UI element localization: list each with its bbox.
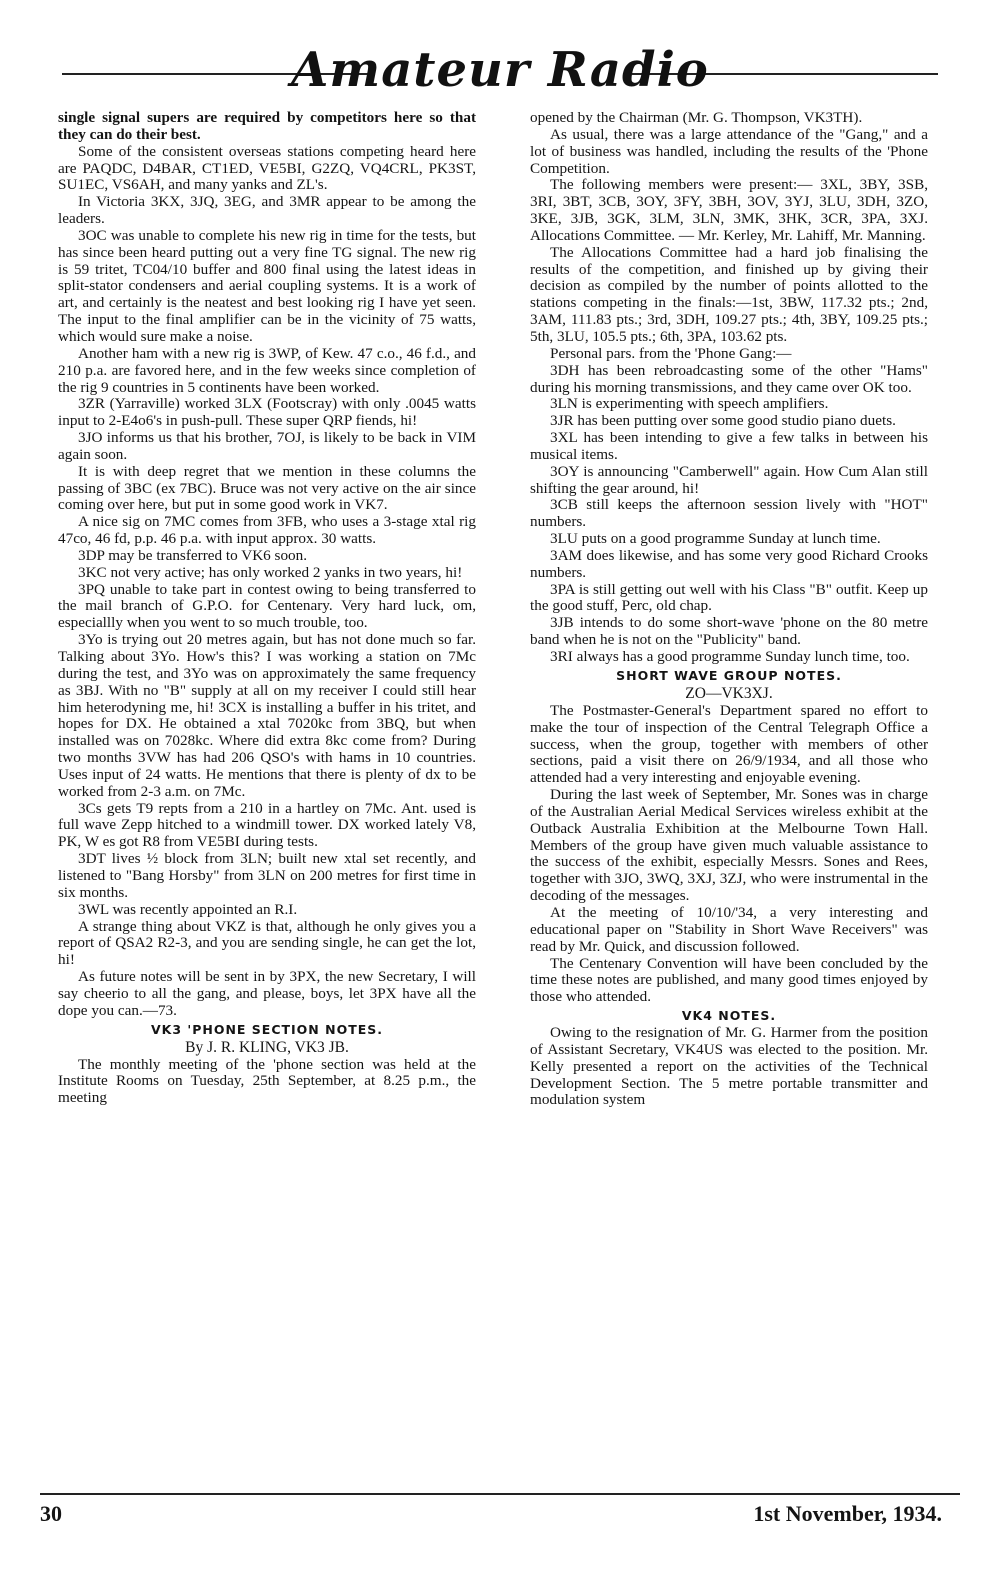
paragraph: 3Cs gets T9 repts from a 210 in a hartley on 7Mc. Ant. used is full wave Zepp hitched to a windmill tower. DX worked lately V8, PK, W es got R8 from VE5BI during tests. (58, 799, 476, 851)
paragraph: 3OY is announcing "Camberwell" again. How Cum Alan still shifting the gear around, hi! (530, 462, 928, 497)
section-byline: By J. R. KLING, VK3 JB. (185, 1038, 349, 1056)
paragraph: 3RI always has a good programme Sunday lunch time, too. (550, 648, 910, 665)
masthead (0, 0, 1000, 110)
paragraph: 3DH has been rebroadcasting some of the other "Hams" during his morning transmissions, and they came over OK too. (530, 361, 928, 396)
footer-rule (40, 1493, 960, 1495)
paragraph: The Centenary Convention will have been concluded by the time these notes are published, and many good times enjoyed by those who attended. (530, 954, 928, 1006)
paragraph: Another ham with a new rig is 3WP, of Kew. 47 c.o., 46 f.d., and 210 p.a. are favored here, and in the few weeks since completion of the rig 9 countries in 5 continents have been worked. (58, 344, 476, 396)
paragraph: Personal pars. from the 'Phone Gang:— (550, 344, 792, 362)
paragraph: Some of the consistent overseas stations competing heard here are PAQDC, D4BAR, CT1ED, VE5BI, G2ZQ, VQ4CRL, PK3ST, SU1EC, VS6AH, and many yanks and ZL's. (58, 142, 476, 194)
paragraph: opened by the Chairman (Mr. G. Thompson, VK3TH). (530, 110, 863, 126)
paragraph: 3CB still keeps the afternoon session lively with "HOT" numbers. (530, 496, 928, 531)
paragraph: 3ZR (Yarraville) worked 3LX (Footscray) with only .0045 watts input to 2-E4o6's in push-pull. These super QRP fiends, hi! (58, 395, 476, 430)
paragraph: 3JO informs us that his brother, 7OJ, is likely to be back in VIM again soon. (58, 429, 476, 463)
paragraph: 3AM does likewise, and has some very good Richard Crooks numbers. (530, 546, 928, 581)
paragraph-text: single signal supers are required by competitors here so that they can do their best. (58, 110, 476, 143)
paragraph: Owing to the resignation of Mr. G. Harmer from the position of Assistant Secretary, VK4US was elected to the position. Mr. Kelly presented a report on the activities of the Technical Development Section. The 5 metre portable transmitter and modulation system (530, 1024, 928, 1109)
paragraph: The monthly meeting of the 'phone section was held at the Institute Rooms on Tuesday, 25th September, at 8.25 p.m., the meeting (58, 1055, 476, 1107)
section-heading: VK3 'PHONE SECTION NOTES. (150, 1021, 384, 1037)
paragraph: 3KC not very active; has only worked 2 yanks in two years, hi! (78, 563, 463, 581)
paragraph: 3OC was unable to complete his new rig in time for the tests, but has since been heard putting out a very fine TG signal. The new rig is 59 tritet, TC04/10 buffer and 800 final using the latest ideas in split-stator condensers and aerial coupling systems. It is a work of art, and certainly is the neatest and best looking rig I have yet seen. The input to the final amplifier can be in the vicinity of 75 watts, which would sure make a noise. (58, 226, 476, 345)
paragraph: 3XL has been intending to give a few talks in between his musical items. (530, 429, 928, 463)
paragraph: A nice sig on 7MC comes from 3FB, who uses a 3-stage xtal rig 47co, 46 fd, p.p. 46 p.a. with input approx. 30 watts. (58, 513, 476, 548)
paragraph: During the last week of September, Mr. Sones was in charge of the Australian Aerial Medical Services wireless exhibit at the Outback Australia Exhibition at the Melbourne Town Hall. Members of the group have given much valuable assistance to the success of the exhibit, especially Messrs. Sones and Rees, together with 3JO, 3WQ, 3XJ, 3ZJ, who were instrumental in the decoding of the messages. (530, 786, 928, 905)
issue-date: 1st November, 1934. (753, 1501, 942, 1526)
paragraph: As usual, there was a large attendance of the "Gang," and a lot of business was handled, including the results of the 'Phone Competition. (530, 125, 928, 177)
paragraph: 3DT lives ½ block from 3LN; built new xtal set recently, and listened to "Bang Horsby" from 3LN on 200 metres for first time in six months. (58, 850, 476, 901)
paragraph: The following members were present:— 3XL, 3BY, 3SB, 3RI, 3BT, 3CB, 3OY, 3FY, 3BH, 3OV, 3YJ, 3LU, 3DH, 3ZO, 3KE, 3JB, 3GK, 3LM, 3LN, 3MK, 3HK, 3CR, 3PA, 3XJ. Allocations Committee. — Mr. Kerley, Mr. Lahiff, Mr. Manning. (530, 176, 928, 244)
paragraph: The Allocations Committee had a hard job finalising the results of the competition, and finished up by giving their decision as compiled by the number of points allotted to the stations competing in the finals:—1st, 3BW, 117.32 pts.; 2nd, 3AM, 111.83 pts.; 3rd, 3DH, 109.27 pts.; 4th, 3BY, 109.25 pts.; 5th, 3LU, 105.5 pts.; 6th, 3PA, 103.62 pts. (530, 243, 928, 345)
paragraph: As future notes will be sent in by 3PX, the new Secretary, I will say cheerio to all the gang, and please, boys, let 3PX have all the dope you can.—73. (58, 968, 476, 1019)
paragraph: At the meeting of 10/10/'34, a very interesting and educational paper on "Stability in Short Wave Receivers" was read by Mr. Quick, and discussion followed. (530, 903, 928, 955)
paragraph (58, 110, 476, 144)
paragraph: It is with deep regret that we mention in these columns the passing of 3BC (ex 7BC). Bruce was not very active on the air since coming over here, but put in some good work in VK7. (58, 462, 476, 514)
section-byline: ZO—VK3XJ. (685, 684, 773, 702)
paragraph: 3JB intends to do some short-wave 'phone on the 80 metre band when he is not on the "Publicity" band. (530, 614, 928, 649)
paragraph: 3DP may be transferred to VK6 soon. (78, 546, 308, 564)
section-heading: VK4 NOTES. (681, 1008, 777, 1024)
paragraph: 3WL was recently appointed an R.I. (78, 900, 298, 918)
paragraph: 3LU puts on a good programme Sunday at lunch time. (550, 530, 881, 548)
paragraph: A strange thing about VKZ is that, although he only gives you a report of QSA2 R2-3, and you are sending single, he can get the lot, hi! (58, 917, 476, 969)
paragraph: 3LN is experimenting with speech amplifiers. (550, 395, 829, 413)
left-column (58, 110, 476, 1480)
right-column (530, 110, 928, 1480)
section-heading: SHORT WAVE GROUP NOTES. (616, 667, 842, 683)
paragraph: In Victoria 3KX, 3JQ, 3EG, and 3MR appear to be among the leaders. (58, 193, 476, 228)
page-number: 30 (40, 1501, 62, 1526)
paragraph: The Postmaster-General's Department spared no effort to make the tour of inspection of the Central Telegraph Office a success, when the group, together with members of other sections, paid a visit there on 26/9/1934, and all those who attended had a very interesting and enjoyable evening. (530, 701, 928, 787)
paragraph: 3Yo is trying out 20 metres again, but has not done much so far. Talking about 3Yo. How's this? I was working a station on 7Mc during the test, and 3Yo was on approximately the same frequency as 3BJ. With no "B" supply at all on my receiver I could still hear him heterodyning me, hi! 3CX is installing a buffer in his tritet, and hopes for DX. He obtained a xtal 7020kc from 3BQ, but when installed was on 7028kc. Where did extra 8kc come from? During two months 3VW has had 206 QSO's with hams in 10 countries. Uses input of 24 watts. He mentions that there is plenty of dx to be worked from 2-3 a.m. on 7Mc. (58, 631, 476, 800)
masthead-title: Amateur Radio (291, 42, 709, 98)
paragraph: 3PQ unable to take part in contest owing to being transferred to the mail branch of G.P.O. for Centenary. Very hard luck, om, especiallly when you went to so much trouble, too. (58, 580, 476, 632)
paragraph: 3PA is still getting out well with his Class "B" outfit. Keep up the good stuff, Perc, old chap. (530, 580, 928, 615)
paragraph: 3JR has been putting over some good studio piano duets. (550, 412, 896, 430)
